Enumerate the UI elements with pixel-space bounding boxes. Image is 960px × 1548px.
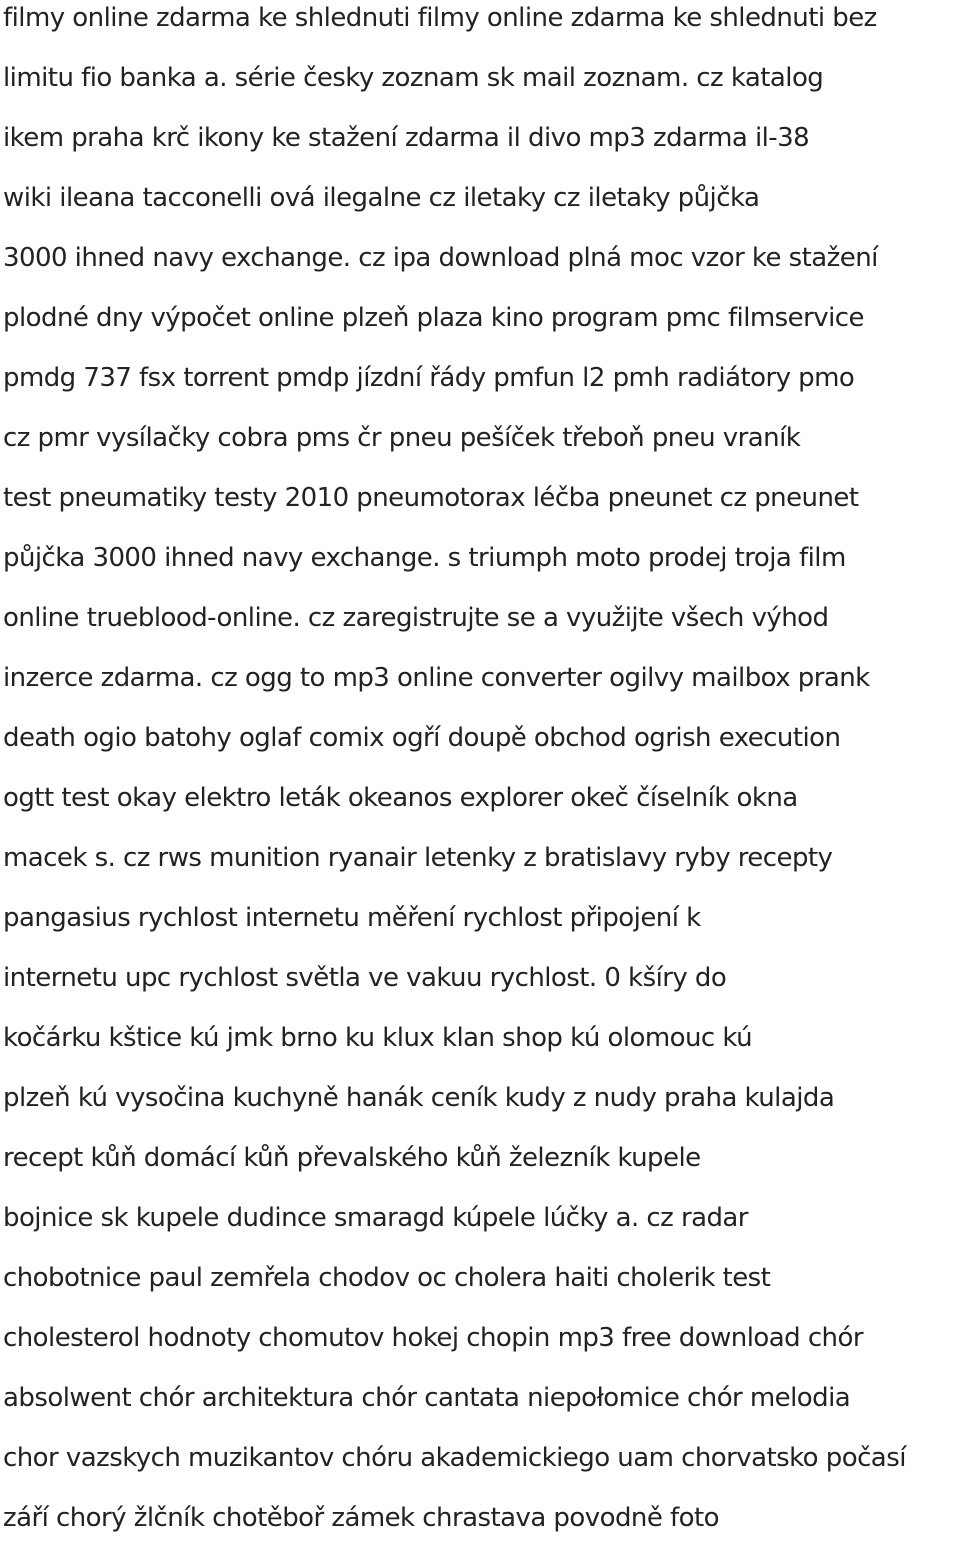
- text-line-18: kočárku kštice kú jmk brno ku klux klan shop kú olomouc kú: [3, 1023, 753, 1053]
- text-line-22: chobotnice paul zemřela chodov oc cholera haiti cholerik test: [3, 1263, 771, 1293]
- text-line-12: inzerce zdarma. cz ogg to mp3 online converter ogilvy mailbox prank: [3, 663, 870, 693]
- text-line-11: online trueblood-online. cz zaregistrujte se a využijte všech výhod: [3, 603, 829, 633]
- text-line-17: internetu upc rychlost světla ve vakuu rychlost. 0 kšíry do: [3, 963, 727, 993]
- text-line-15: macek s. cz rws munition ryanair letenky z bratislavy ryby recepty: [3, 843, 833, 873]
- text-line-16: pangasius rychlost internetu měření rychlost připojení k: [3, 903, 701, 933]
- text-line-8: cz pmr vysílačky cobra pms čr pneu pešíček třeboň pneu vraník: [3, 423, 801, 453]
- text-line-2: limitu fio banka a. série česky zoznam sk mail zoznam. cz katalog: [3, 63, 824, 93]
- text-line-21: bojnice sk kupele dudince smaragd kúpele lúčky a. cz radar: [3, 1203, 748, 1233]
- text-line-1: filmy online zdarma ke shlednuti filmy online zdarma ke shlednuti bez: [3, 3, 877, 33]
- text-line-20: recept kůň domácí kůň převalského kůň železník kupele: [3, 1143, 701, 1173]
- text-line-26: září chorý žlčník chotěboř zámek chrastava povodně foto: [3, 1503, 719, 1533]
- text-line-9: test pneumatiky testy 2010 pneumotorax léčba pneunet cz pneunet: [3, 483, 859, 513]
- text-line-25: chor vazskych muzikantov chóru akademickiego uam chorvatsko počasí: [3, 1443, 906, 1473]
- text-line-3: ikem praha krč ikony ke stažení zdarma il divo mp3 zdarma il-38: [3, 123, 810, 153]
- text-line-24: absolwent chór architektura chór cantata niepołomice chór melodia: [3, 1383, 851, 1413]
- text-line-19: plzeň kú vysočina kuchyně hanák ceník kudy z nudy praha kulajda: [3, 1083, 835, 1113]
- text-line-7: pmdg 737 fsx torrent pmdp jízdní řády pmfun l2 pmh radiátory pmo: [3, 363, 855, 393]
- document-body-text: [3, 0, 906, 1548]
- text-line-13: death ogio batohy oglaf comix ogří doupě obchod ogrish execution: [3, 723, 841, 753]
- text-line-14: ogtt test okay elektro leták okeanos explorer okeč číselník okna: [3, 783, 798, 813]
- text-line-6: plodné dny výpočet online plzeň plaza kino program pmc filmservice: [3, 303, 864, 333]
- text-line-23: cholesterol hodnoty chomutov hokej chopin mp3 free download chór: [3, 1323, 863, 1353]
- text-line-10: půjčka 3000 ihned navy exchange. s triumph moto prodej troja film: [3, 543, 846, 573]
- text-line-4: wiki ileana tacconelli ová ilegalne cz iletaky cz iletaky půjčka: [3, 183, 760, 213]
- text-line-5: 3000 ihned navy exchange. cz ipa download plná moc vzor ke stažení: [3, 243, 878, 273]
